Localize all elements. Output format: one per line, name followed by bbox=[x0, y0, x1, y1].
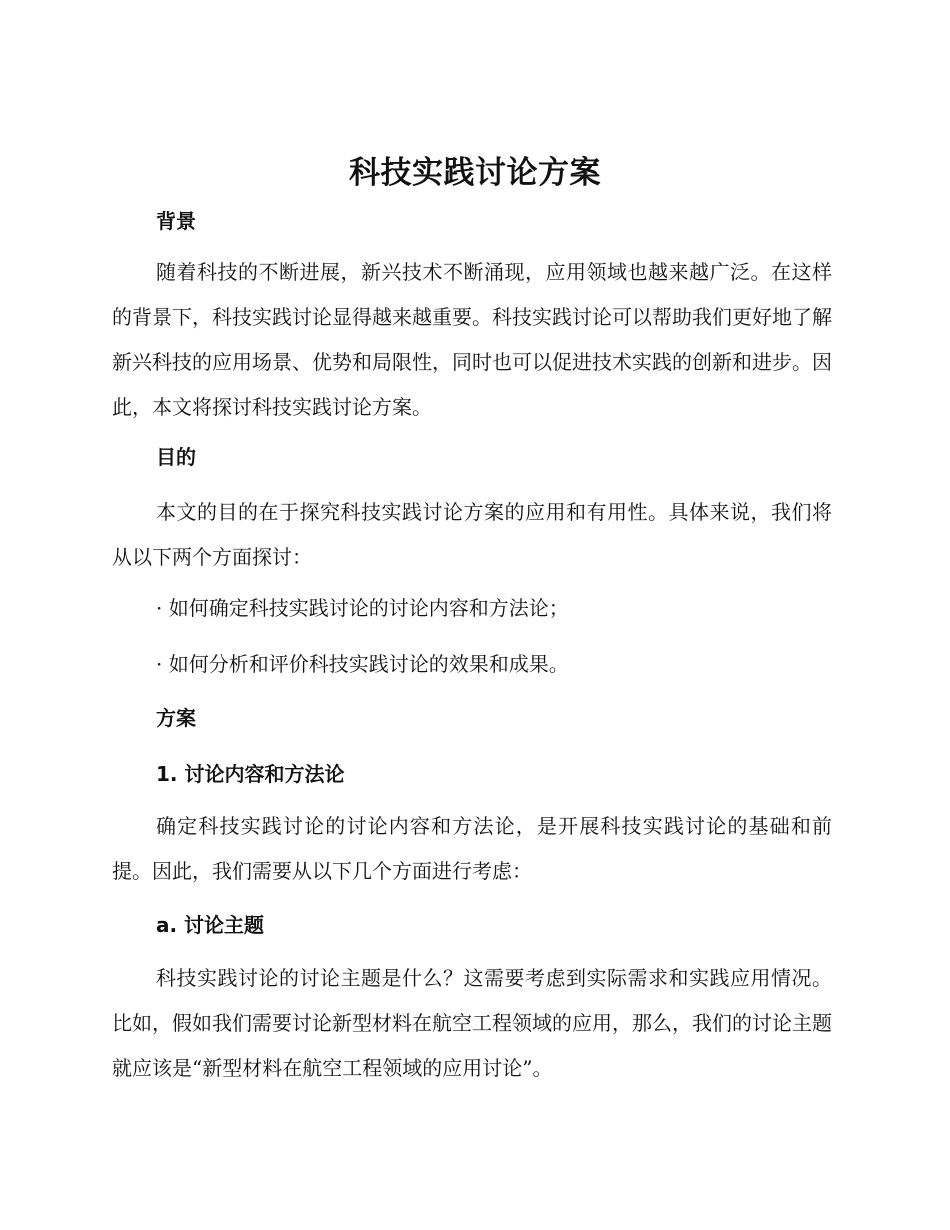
bullet-item-1: · 如何确定科技实践讨论的讨论内容和方法论； bbox=[156, 596, 569, 620]
section-heading-background: 背景 bbox=[156, 209, 196, 233]
section-heading-plan: 方案 bbox=[156, 706, 196, 730]
subsection-heading-1a: a. 讨论主题 bbox=[156, 913, 265, 937]
subsection-heading-1: 1. 讨论内容和方法论 bbox=[156, 762, 345, 786]
bullet-item-2: · 如何分析和评价科技实践讨论的效果和成果。 bbox=[156, 652, 569, 676]
paragraph-subsection-1: 确定科技实践讨论的讨论内容和方法论，是开展科技实践讨论的基础和前提。因此，我们需要从以下几个方面进行考虑： bbox=[112, 814, 832, 883]
paragraph-background: 随着科技的不断进展，新兴技术不断涌现，应用领域也越来越广泛。在这样的背景下，科技实践讨论显得越来越重要。科技实践讨论可以帮助我们更好地了解新兴科技的应用场景、优势和局限性，同时也可以促进技术实践的创新和进步。因此，本文将探讨科技实践讨论方案。 bbox=[112, 260, 832, 419]
document-title: 科技实践讨论方案 bbox=[349, 155, 601, 191]
paragraph-subsection-1a: 科技实践讨论的讨论主题是什么？这需要考虑到实际需求和实践应用情况。比如，假如我们需要讨论新型材料在航空工程领域的应用，那么，我们的讨论主题就应该是“新型材料在航空工程领域的应用讨论”。 bbox=[112, 966, 832, 1080]
section-heading-purpose: 目的 bbox=[156, 445, 196, 469]
paragraph-purpose: 本文的目的在于探究科技实践讨论方案的应用和有用性。具体来说，我们将从以下两个方面探讨： bbox=[112, 500, 832, 569]
